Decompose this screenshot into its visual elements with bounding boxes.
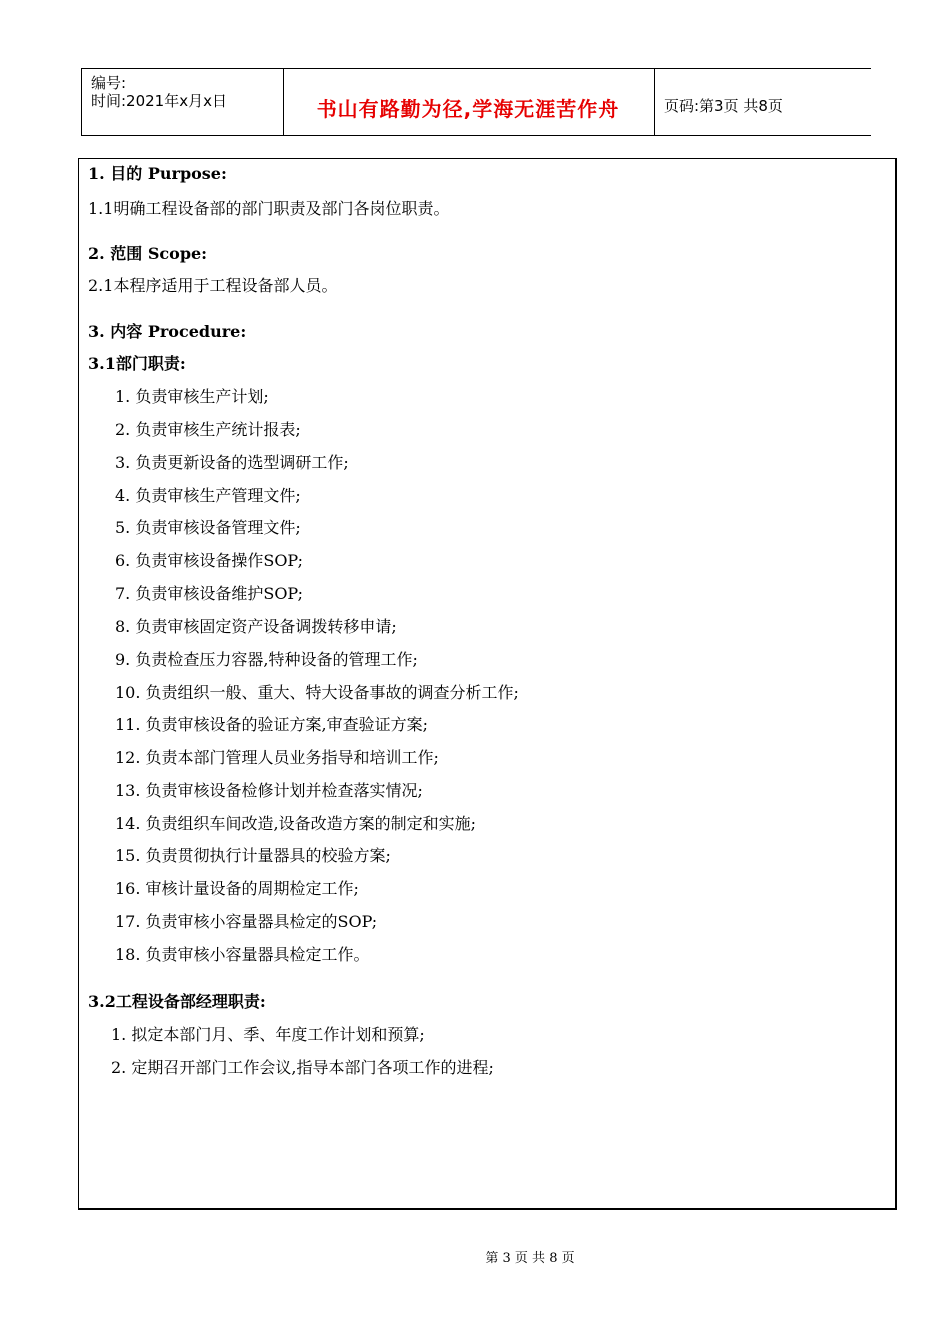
- header-motto-cell: [282, 69, 655, 135]
- motto: 书山有路勤为径,学海无涯苦作舟: [316, 97, 620, 121]
- list-item: 5. 负责审核设备管理文件;: [115, 518, 301, 537]
- list-item: 9. 负责检查压力容器,特种设备的管理工作;: [115, 650, 418, 669]
- scope-text: 2.1本程序适用于工程设备部人员。: [88, 276, 338, 295]
- code-label: 编号:: [91, 74, 127, 92]
- content-box: [78, 158, 897, 1210]
- list-item: 1. 拟定本部门月、季、年度工作计划和预算;: [111, 1025, 425, 1044]
- purpose-heading: 1. 目的 Purpose:: [88, 164, 227, 183]
- scope-heading: 2. 范围 Scope:: [88, 244, 208, 263]
- list-item: 1. 负责审核生产计划;: [115, 387, 269, 406]
- document-header: [81, 68, 871, 136]
- header-page-cell: [654, 69, 871, 135]
- list-item: 2. 定期召开部门工作会议,指导本部门各项工作的进程;: [111, 1058, 494, 1077]
- list-item: 7. 负责审核设备维护SOP;: [115, 584, 304, 603]
- list-item: 16. 审核计量设备的周期检定工作;: [115, 879, 359, 898]
- list-item: 10. 负责组织一般、重大、特大设备事故的调查分析工作;: [115, 683, 519, 702]
- list-item: 12. 负责本部门管理人员业务指导和培训工作;: [115, 748, 439, 767]
- page-info: 页码:第3页 共8页: [664, 97, 783, 115]
- list-item: 2. 负责审核生产统计报表;: [115, 420, 301, 439]
- list-item: 14. 负责组织车间改造,设备改造方案的制定和实施;: [115, 814, 477, 833]
- list-item: 17. 负责审核小容量器具检定的SOP;: [115, 912, 378, 931]
- list-item: 8. 负责审核固定资产设备调拨转移申请;: [115, 617, 397, 636]
- list-item: 13. 负责审核设备检修计划并检查落实情况;: [115, 781, 423, 800]
- time-label: 时间:2021年x月x日: [91, 92, 227, 110]
- list-item: 11. 负责审核设备的验证方案,审查验证方案;: [115, 715, 429, 734]
- list-item: 3. 负责更新设备的选型调研工作;: [115, 453, 349, 472]
- manager-duties-heading: 3.2工程设备部经理职责:: [88, 992, 266, 1011]
- list-item: 4. 负责审核生产管理文件;: [115, 486, 301, 505]
- list-item: 15. 负责贯彻执行计量器具的校验方案;: [115, 846, 391, 865]
- page-footer: 第 3 页 共 8 页: [485, 1251, 575, 1266]
- purpose-text: 1.1明确工程设备部的部门职责及部门各岗位职责。: [88, 199, 450, 218]
- header-meta-cell: [81, 69, 284, 135]
- dept-duties-heading: 3.1部门职责:: [88, 354, 186, 373]
- procedure-heading: 3. 内容 Procedure:: [88, 322, 247, 341]
- list-item: 18. 负责审核小容量器具检定工作。: [115, 945, 370, 964]
- list-item: 6. 负责审核设备操作SOP;: [115, 551, 304, 570]
